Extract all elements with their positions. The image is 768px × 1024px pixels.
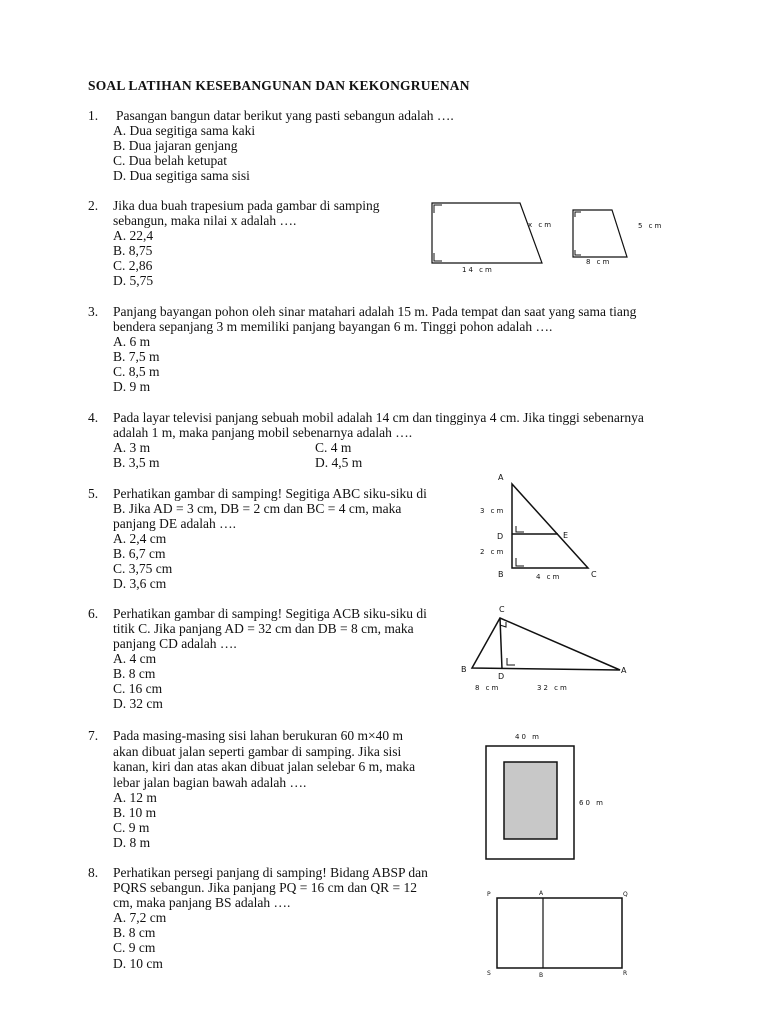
question-number: 5. xyxy=(88,486,99,501)
option-b: B. 8,75 xyxy=(113,243,153,258)
option-b: B. 8 cm xyxy=(113,925,156,940)
rectangle-pqrs-figure xyxy=(480,882,640,982)
option-c: C. 16 cm xyxy=(113,681,163,696)
label-8: 8 cm xyxy=(586,258,612,266)
option-a: A. 4 cm xyxy=(113,651,157,666)
label-da: 32 cm xyxy=(537,684,569,692)
label-bc: 4 cm xyxy=(536,573,562,581)
option-a: A. 12 m xyxy=(113,790,157,805)
question-text: PQRS sebangun. Jika panjang PQ = 16 cm dan QR = 12 xyxy=(113,880,417,895)
question-text: bendera sepanjang 3 m memiliki panjang bayangan 6 m. Tinggi pohon adalah …. xyxy=(113,319,553,334)
option-a: A. 3 m xyxy=(113,440,151,455)
option-a: A. Dua segitiga sama kaki xyxy=(113,123,256,138)
label-r: R xyxy=(623,970,628,977)
label-x: x cm xyxy=(528,221,554,229)
option-b: B. 10 m xyxy=(113,805,157,820)
option-c: C. 3,75 cm xyxy=(113,561,173,576)
option-d: D. 10 cm xyxy=(113,956,163,971)
option-a: A. 6 m xyxy=(113,334,151,349)
triangle-abc xyxy=(512,484,588,568)
question-text: panjang CD adalah …. xyxy=(113,636,237,651)
label-a: A xyxy=(621,666,627,675)
option-b: B. Dua jajaran genjang xyxy=(113,138,238,153)
inner-land xyxy=(504,762,557,839)
label-width: 40 m xyxy=(515,733,541,741)
triangle-acb xyxy=(472,618,620,670)
label-p: P xyxy=(487,891,491,898)
label-b: B xyxy=(498,570,504,579)
big-trapezoid xyxy=(432,203,542,263)
label-b: B xyxy=(461,665,467,674)
small-trapezoid xyxy=(573,210,627,257)
question-number: 6. xyxy=(88,606,99,621)
option-b: B. 6,7 cm xyxy=(113,546,166,561)
option-a: A. 2,4 cm xyxy=(113,531,167,546)
question-text: Jika dua buah trapesium pada gambar di samping xyxy=(113,198,380,213)
label-d: D xyxy=(497,532,504,541)
question-text: panjang DE adalah …. xyxy=(113,516,236,531)
question-text: titik C. Jika panjang AD = 32 cm dan DB = 8 cm, maka xyxy=(113,621,414,636)
trapezoid-figure xyxy=(420,195,670,280)
label-d: D xyxy=(498,672,505,681)
question-text: kanan, kiri dan atas akan dibuat jalan selebar 6 m, maka xyxy=(113,759,416,774)
question-number: 8. xyxy=(88,865,99,880)
question-text: lebar jalan bagian bawah adalah …. xyxy=(113,775,307,790)
option-c: C. 2,86 xyxy=(113,258,153,273)
question-text: akan dibuat jalan seperti gambar di samping. Jika sisi xyxy=(113,744,402,759)
option-d: D. 8 m xyxy=(113,835,151,850)
question-text: adalah 1 m, maka panjang mobil sebenarnya adalah …. xyxy=(113,425,413,440)
question-number: 2. xyxy=(88,198,99,213)
label-q: Q xyxy=(623,891,628,898)
question-text: B. Jika AD = 3 cm, DB = 2 cm dan BC = 4 cm, maka xyxy=(113,501,402,516)
right-angle-mark xyxy=(575,212,581,217)
label-db: 2 cm xyxy=(480,548,506,556)
label-e: E xyxy=(563,531,569,540)
label-s: S xyxy=(487,970,491,977)
option-d: D. 4,5 m xyxy=(315,455,363,470)
label-5: 5 cm xyxy=(638,222,664,230)
label-a: A xyxy=(498,473,504,482)
triangle-acb-figure xyxy=(455,600,635,695)
question-number: 4. xyxy=(88,410,99,425)
option-c: C. 8,5 m xyxy=(113,364,160,379)
question-text: sebangun, maka nilai x adalah …. xyxy=(113,213,297,228)
rectangle-pqrs xyxy=(497,898,622,968)
question-text: Pasangan bangun datar berikut yang pasti sebangun adalah …. xyxy=(116,108,454,123)
label-height: 60 m xyxy=(579,799,605,807)
question-number: 1. xyxy=(88,108,99,123)
label-a: A xyxy=(539,890,544,897)
option-c: C. 9 m xyxy=(113,820,150,835)
question-text: Pada masing-masing sisi lahan berukuran 60 m×40 m xyxy=(113,728,403,743)
option-d: D. Dua segitiga sama sisi xyxy=(113,168,250,183)
option-c: C. 9 cm xyxy=(113,940,156,955)
option-a: A. 7,2 cm xyxy=(113,910,167,925)
label-ad: 3 cm xyxy=(480,507,506,515)
label-c: C xyxy=(591,570,597,579)
right-angle-mark xyxy=(575,250,581,255)
right-angle-mark xyxy=(516,558,524,566)
option-c: C. 4 m xyxy=(315,440,352,455)
label-c: C xyxy=(499,605,505,614)
triangle-abc-figure xyxy=(470,470,610,585)
option-b: B. 7,5 m xyxy=(113,349,160,364)
option-d: D. 5,75 xyxy=(113,273,154,288)
option-b: B. 3,5 m xyxy=(113,455,160,470)
option-d: D. 32 cm xyxy=(113,696,163,711)
question-number: 7. xyxy=(88,728,99,743)
right-angle-mark xyxy=(516,526,524,532)
question-text: Panjang bayangan pohon oleh sinar matahari adalah 15 m. Pada tempat dan saat yang sama tiang xyxy=(113,304,637,319)
right-angle-mark xyxy=(434,205,442,213)
label-14: 14 cm xyxy=(462,266,494,274)
question-text: cm, maka panjang BS adalah …. xyxy=(113,895,291,910)
label-b: B xyxy=(539,972,544,979)
label-bd: 8 cm xyxy=(475,684,501,692)
right-angle-mark xyxy=(507,658,515,665)
right-angle-mark xyxy=(434,253,442,261)
question-text: Perhatikan gambar di samping! Segitiga ABC siku-siku di xyxy=(113,486,427,501)
option-d: D. 9 m xyxy=(113,379,151,394)
question-text: Perhatikan gambar di samping! Segitiga ACB siku-siku di xyxy=(113,606,427,621)
option-d: D. 3,6 cm xyxy=(113,576,167,591)
question-text: Pada layar televisi panjang sebuah mobil adalah 14 cm dan tingginya 4 cm. Jika tinggi sebenarnya xyxy=(113,410,644,425)
question-number: 3. xyxy=(88,304,99,319)
option-b: B. 8 cm xyxy=(113,666,156,681)
option-a: A. 22,4 xyxy=(113,228,154,243)
page-title: SOAL LATIHAN KESEBANGUNAN DAN KEKONGRUENAN xyxy=(88,78,470,93)
question-text: Perhatikan persegi panjang di samping! Bidang ABSP dan xyxy=(113,865,428,880)
option-c: C. Dua belah ketupat xyxy=(113,153,227,168)
land-plot-figure xyxy=(475,725,615,865)
